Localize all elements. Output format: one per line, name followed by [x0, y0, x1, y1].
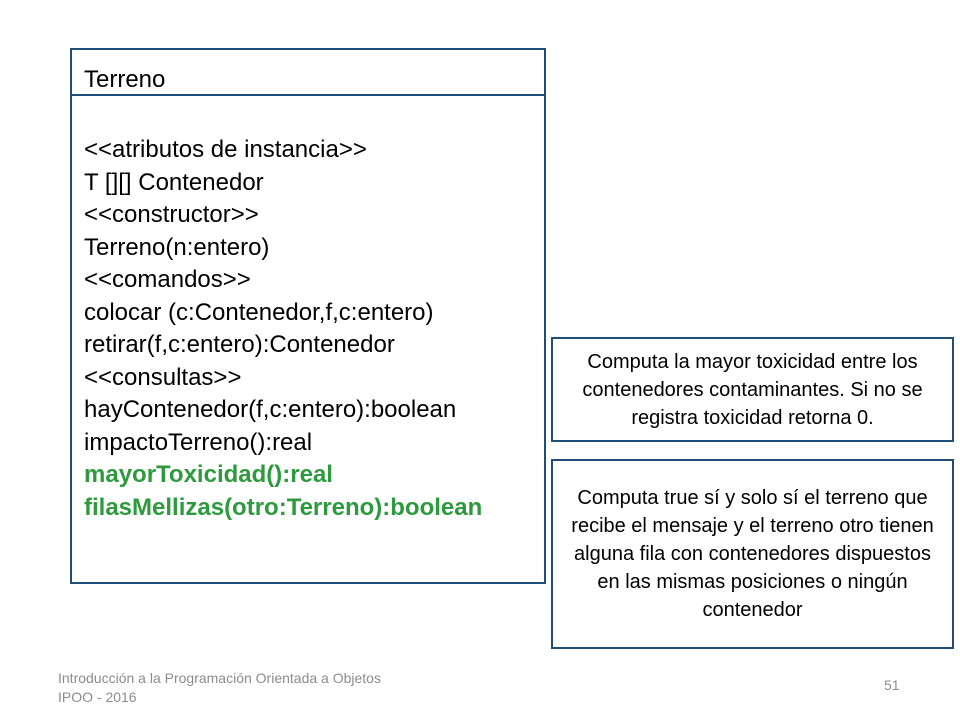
class-name: Terreno — [72, 50, 544, 96]
stereotype-commands: <<comandos>> — [84, 266, 251, 293]
footer-course: Introducción a la Programación Orientada a Objetos — [58, 670, 381, 686]
query-line: impactoTerreno():real — [84, 428, 313, 456]
highlighted-query-line: filasMellizas(otro:Terreno):boolean — [84, 493, 483, 521]
query-line: hayContenedor(f,c:entero):boolean — [84, 396, 457, 423]
note-filas-mellizas — [551, 459, 954, 649]
attribute-line: T [][] Contenedor — [84, 168, 264, 196]
note-text: Computa la mayor toxicidad entre los contenedores contaminantes. Si no se registra toxicidad retorna 0. — [582, 350, 923, 429]
uml-class-box — [70, 48, 546, 584]
stereotype-queries: <<consultas>> — [84, 363, 242, 391]
class-members — [84, 134, 540, 524]
page-number: 51 — [884, 677, 900, 693]
highlighted-query-line: mayorToxicidad():real — [84, 461, 333, 488]
stereotype-attributes: <<atributos de instancia>> — [84, 136, 367, 163]
note-text: Computa true sí y solo sí el terreno que recibe el mensaje y el terreno otro tienen alguna fila con contenedores dispuestos en las mismas posiciones o ningún contenedor — [571, 487, 934, 621]
stereotype-constructor: <<constructor>> — [84, 201, 259, 228]
note-mayor-toxicidad — [551, 337, 954, 442]
constructor-line: Terreno(n:entero) — [84, 233, 270, 261]
footer-year: IPOO - 2016 — [58, 689, 137, 705]
command-line: retirar(f,c:entero):Contenedor — [84, 331, 395, 358]
command-line: colocar (c:Contenedor,f,c:entero) — [84, 298, 434, 326]
footer — [58, 669, 381, 707]
